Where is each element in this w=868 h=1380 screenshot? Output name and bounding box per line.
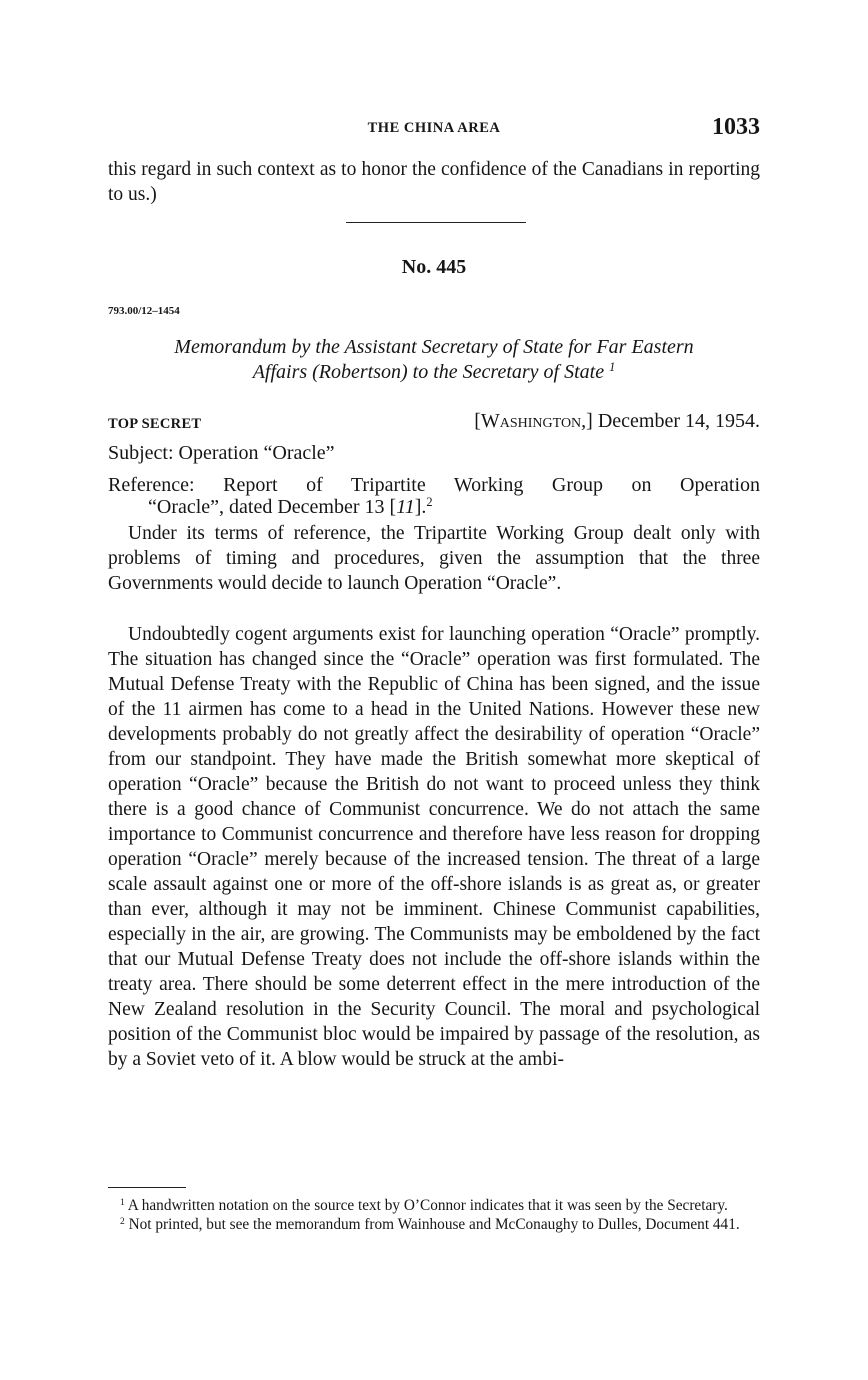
page-number: 1033 [712,114,760,140]
footnote-1 [108,1196,760,1215]
footnote-2-text: Not printed, but see the memorandum from Wainhouse and McConaughy to Dulles, Document 441. [128,1216,740,1233]
reference-date-bracket: 11 [396,496,415,518]
file-reference: 793.00/12–1454 [108,305,180,317]
reference-block [108,474,760,518]
section-divider [346,222,526,223]
classification-label: TOP SECRET [108,416,202,432]
classification-row [108,410,760,438]
dateline [474,410,760,433]
footnote-marker-1: 1 [609,360,616,375]
footnote-2 [108,1215,760,1234]
document-title-line-2-text: Affairs (Robertson) to the Secretary of State [252,361,605,383]
subject-line: Subject: Operation “Oracle” [108,442,335,464]
reference-line-1: Reference: Report of Tripartite Working Group on Operation [108,474,760,496]
running-header [108,114,760,144]
footnotes [108,1196,760,1234]
body-paragraph-1: Under its terms of reference, the Tripartite Working Group dealt only with problems of timing and procedures, given the assumption that the three Governments would decide to launch Operation “Oracle”. [108,523,760,594]
document-title-line-2 [108,360,760,385]
footnote-divider [108,1187,186,1188]
running-title: THE CHINA AREA [367,120,501,136]
document-title-line-1: Memorandum by the Assistant Secretary of State for Far Eastern [174,336,694,358]
dateline-place: [Washington,] [474,410,593,432]
footnote-2-marker: 2 [120,1216,125,1227]
body-paragraph-2: Undoubtedly cogent arguments exist for launching operation “Oracle” promptly. The situation has changed since the “Oracle” operation was first formulated. The Mutual Defense Treaty with the Republic of China has been signed, and the issue of the 11 airmen has come to a head in the United Nations. However these new developments probably do not greatly affect the desirability of operation “Oracle” from our standpoint. They have made the British somewhat more skeptical of operation “Oracle” because the British do not want to proceed unless they think there is a good chance of Communist concurrence. We do not attach the same importance to Communist concurrence and therefore have less reason for dropping operation “Oracle” merely because of the increased tension. The threat of a large scale assault against one or more of the off-shore islands is as great as, or greater than ever, although it may not be imminent. Chinese Communist capabilities, especially in the air, are growing. The Communists may be emboldened by the fact that our Mutual Defense Treaty does not include the off-shore islands within the treaty area. There should be some deterrent effect in the mere introduction of the New Zealand resolution in the Security Council. The moral and psychological position of the Communist bloc would be impaired by passage of the resolution, as by a Soviet veto of it. A blow would be struck at the ambi- [108,624,760,1070]
continuation-paragraph: this regard in such context as to honor the confidence of the Canadians in reporting to us.) [108,159,760,205]
reference-line-2-text: “Oracle”, dated December 13 [ [148,496,397,518]
dateline-date: December 14, 1954. [597,410,760,432]
footnote-1-marker: 1 [120,1197,125,1208]
footnote-1-text: A handwritten notation on the source text by O’Connor indicates that it was seen by the Secretary. [127,1197,728,1214]
document-number: No. 445 [401,256,467,278]
document-title [108,335,760,385]
reference-line-2-end: ]. [414,496,427,518]
reference-line-2 [108,496,760,518]
footnote-marker-2: 2 [426,495,433,510]
